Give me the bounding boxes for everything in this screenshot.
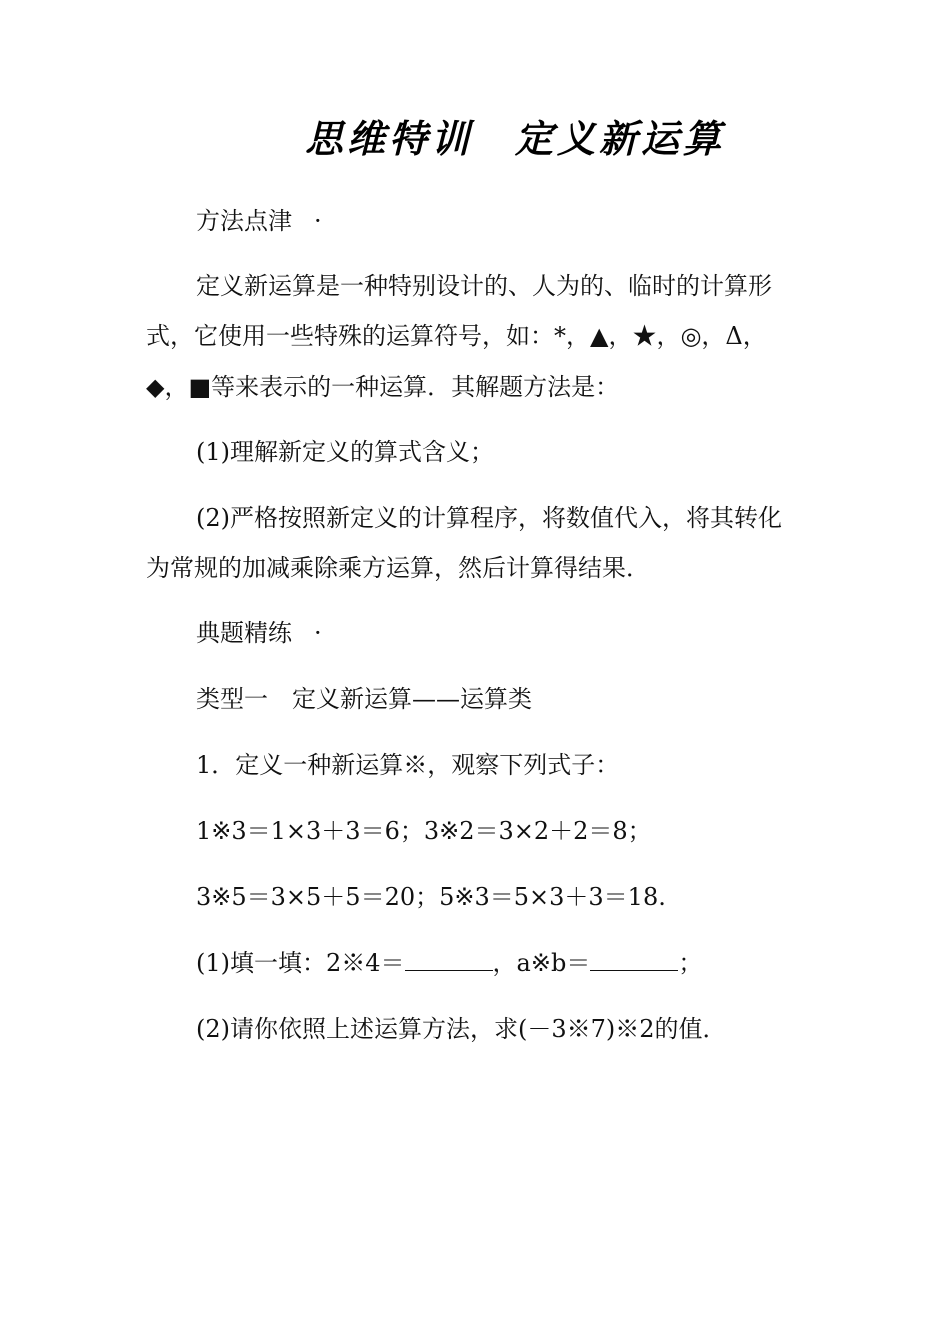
method-step-2-line-2: 为常规的加减乘除乘方运算，然后计算得结果． bbox=[146, 554, 650, 582]
method-heading bbox=[196, 206, 322, 236]
method-step-2-line-1: (2)严格按照新定义的计算程序，将数值代入，将其转化 bbox=[196, 504, 782, 532]
practice-heading-dot: · bbox=[314, 619, 322, 647]
method-step-1: (1)理解新定义的算式含义； bbox=[196, 438, 494, 466]
practice-heading bbox=[196, 618, 322, 648]
type-label: 类型一 定义新运算——运算类 bbox=[196, 685, 532, 713]
part-1-mid: ，a※b＝ bbox=[492, 949, 591, 977]
page-title bbox=[0, 108, 950, 163]
part-1-suffix: ； bbox=[678, 949, 703, 977]
answer-blank-1 bbox=[405, 948, 493, 971]
method-paragraph-line-3: ◆，■等来表示的一种运算．其解题方法是： bbox=[146, 373, 620, 401]
method-heading-dot: · bbox=[314, 207, 322, 235]
question-1-example-1: 1※3＝1×3＋3＝6；3※2＝3×2＋2＝8； bbox=[196, 817, 652, 845]
method-paragraph-line-2: 式，它使用一些特殊的运算符号，如：*，▲，★，◎，Δ， bbox=[146, 322, 767, 350]
title-part-2: 定义新运算 bbox=[515, 116, 726, 161]
question-1-part-1 bbox=[196, 948, 702, 978]
method-heading-text: 方法点津 bbox=[196, 207, 292, 235]
practice-heading-text: 典题精练 bbox=[196, 619, 292, 647]
part-1-prefix: (1)填一填：2※4＝ bbox=[196, 949, 405, 977]
title-part-1: 思维特训 bbox=[304, 116, 473, 161]
method-paragraph-line-1: 定义新运算是一种特别设计的、人为的、临时的计算形 bbox=[196, 272, 772, 300]
question-1-part-2: (2)请你依照上述运算方法，求(－3※7)※2的值． bbox=[196, 1015, 727, 1043]
question-1-example-2: 3※5＝3×5＋5＝20；5※3＝5×3＋3＝18. bbox=[196, 883, 666, 911]
answer-blank-2 bbox=[590, 948, 678, 971]
question-1-intro: 1．定义一种新运算※，观察下列式子： bbox=[196, 751, 620, 779]
